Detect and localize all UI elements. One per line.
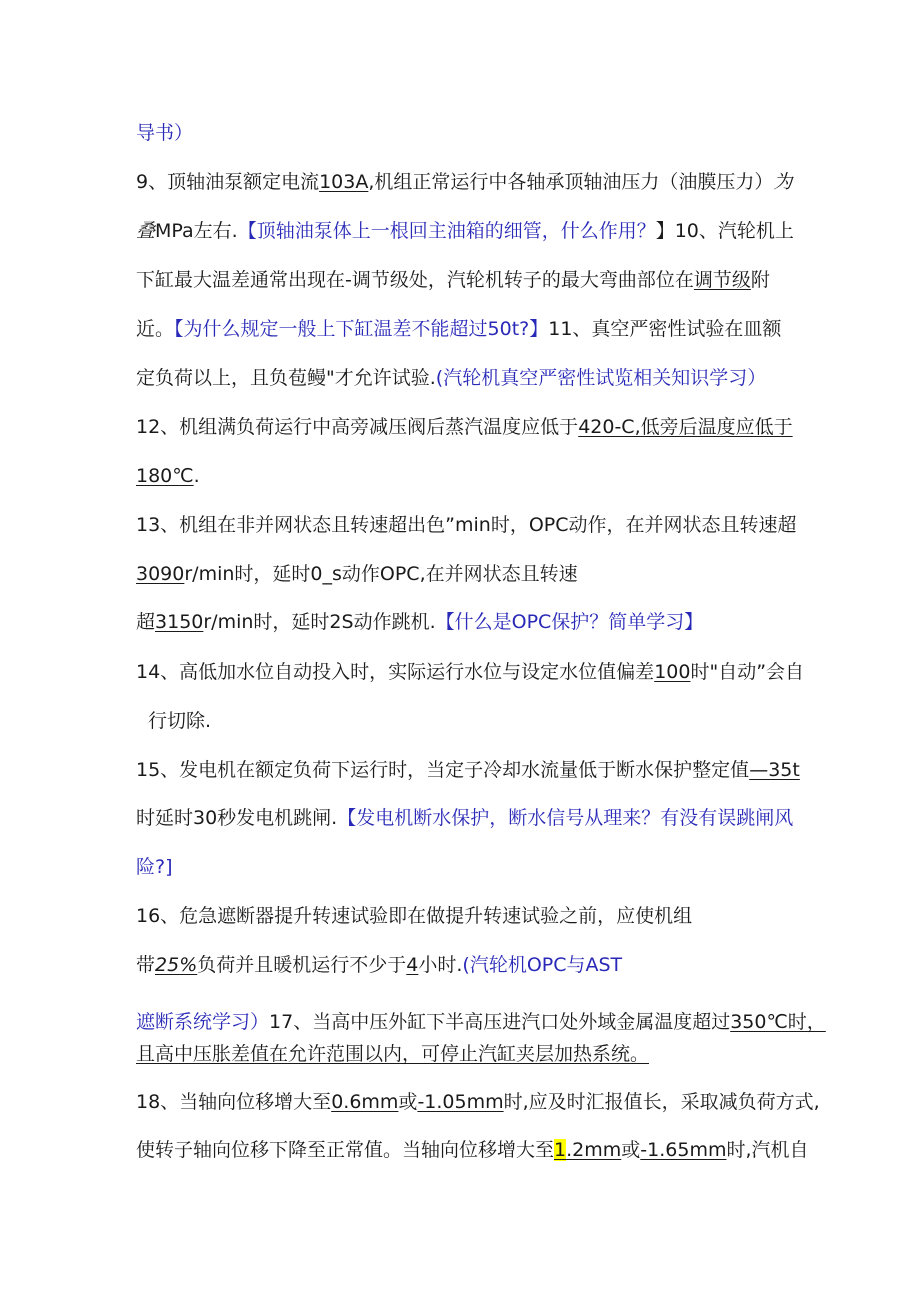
text-run: 18、当轴向位移增大至 bbox=[136, 1091, 332, 1113]
text-run: r/min时，延时2S动作跳机. bbox=[203, 611, 436, 633]
text-run: 11、真空严密性试验在皿额 bbox=[548, 318, 782, 340]
text-run: 时,应及时汇报值长，采取减负荷方式, bbox=[503, 1091, 820, 1113]
text-run: 导书） bbox=[136, 122, 194, 144]
text-run: 行切除. bbox=[148, 710, 212, 732]
text-run: -1.65mm bbox=[640, 1139, 727, 1161]
text-run: 使转子轴向位移下降至正常值。当轴向位移增大至 bbox=[136, 1139, 555, 1161]
text-line bbox=[136, 364, 796, 392]
text-run: 16、危急遮断器提升转速试验即在做提升转速试验之前，应使机组 bbox=[136, 905, 693, 927]
text-run: (汽轮机真空严密性试览相关知识学习） bbox=[435, 367, 767, 389]
text-run: 420-C,低旁后温度应低于 bbox=[578, 416, 793, 438]
text-run: 带 bbox=[136, 954, 156, 976]
text-line bbox=[136, 413, 796, 441]
text-run: 25% bbox=[155, 954, 198, 976]
text-line bbox=[136, 168, 796, 196]
text-run: 100 bbox=[654, 661, 691, 683]
text-line bbox=[136, 902, 796, 930]
text-run: 13、机组在非并网状态且转速超出色”min时，OPC动作，在并网状态且转速超 bbox=[136, 514, 797, 536]
text-run: 103A bbox=[319, 171, 369, 193]
text-line bbox=[136, 462, 796, 490]
text-run: 】10、汽轮机上 bbox=[655, 220, 794, 242]
text-run: 为 bbox=[773, 171, 793, 193]
text-run: 险?] bbox=[136, 856, 173, 878]
text-run: 3150 bbox=[155, 611, 204, 633]
text-line bbox=[136, 560, 796, 588]
text-run: 1 bbox=[554, 1139, 567, 1161]
text-run: 3090 bbox=[136, 563, 185, 585]
text-line bbox=[136, 511, 796, 539]
text-run: 12、机组满负荷运行中高旁减压阀后蒸汽温度应低于 bbox=[136, 416, 579, 438]
text-run: r/min时，延时0_s动作OPC,在并网状态且转速 bbox=[184, 563, 578, 585]
text-line bbox=[136, 315, 796, 343]
text-run: 180℃ bbox=[136, 465, 194, 487]
text-run: (汽轮机OPC与AST bbox=[462, 954, 623, 976]
text-line bbox=[148, 707, 808, 735]
text-line bbox=[136, 266, 796, 294]
text-run: 小时. bbox=[418, 954, 463, 976]
text-run: 0.6mm bbox=[331, 1091, 399, 1113]
text-line bbox=[136, 217, 796, 245]
text-run: 4 bbox=[406, 954, 419, 976]
text-run: 350℃时， bbox=[730, 1011, 826, 1033]
text-run: 【顶轴油泵体上一根回主油箱的细管，什么作用？ bbox=[237, 220, 656, 242]
text-line bbox=[136, 1040, 796, 1068]
text-run: 下缸最大温差通常出现在 bbox=[136, 269, 346, 291]
text-run: 遮断系统学习） bbox=[136, 1011, 270, 1033]
text-run: 或 bbox=[621, 1139, 641, 1161]
text-run: 附 bbox=[750, 269, 770, 291]
text-run: ,机组正常运行中各轴承顶轴油压力（油膜压力） bbox=[368, 171, 774, 193]
text-line bbox=[136, 756, 800, 784]
text-run: 【为什么规定一般上下缸温差不能超过50t?】 bbox=[174, 318, 549, 340]
text-line bbox=[136, 119, 796, 147]
text-run: 时"自动”会自 bbox=[690, 661, 805, 683]
text-line bbox=[136, 1088, 820, 1116]
text-run: 叠 bbox=[136, 220, 156, 242]
text-line bbox=[136, 1008, 826, 1036]
text-run: -1.05mm bbox=[417, 1091, 504, 1113]
text-run: 【发电机断水保护，断水信号从理来？有没有误跳闸风 bbox=[337, 807, 794, 829]
text-line bbox=[136, 853, 796, 881]
text-line bbox=[136, 1136, 809, 1164]
text-line bbox=[136, 658, 805, 686]
text-run: 定负荷以上，且负苞鳗"才允许试验. bbox=[136, 367, 436, 389]
text-run: MPa左右. bbox=[155, 220, 238, 242]
text-run: 负荷并且暖机运行不少于 bbox=[197, 954, 407, 976]
text-line bbox=[136, 804, 796, 832]
text-run: 近。 bbox=[136, 318, 175, 340]
text-run: .2mm bbox=[566, 1139, 622, 1161]
text-run: 15、发电机在额定负荷下运行时，当定子冷却水流量低于断水保护整定值 bbox=[136, 759, 750, 781]
text-run: 14、高低加水位自动投入时，实际运行水位与设定水位值偏差 bbox=[136, 661, 655, 683]
text-run: -调节级处，汽轮机转子的最大弯曲部位在 bbox=[345, 269, 694, 291]
text-run: 时,汽机自 bbox=[726, 1139, 809, 1161]
text-line bbox=[136, 951, 796, 979]
text-run: . bbox=[193, 465, 200, 487]
text-run: 9、顶轴油泵额定电流 bbox=[136, 171, 320, 193]
text-run: 超 bbox=[136, 611, 156, 633]
text-run: 【什么是OPC保护？简单学习】 bbox=[435, 611, 704, 633]
text-run: 时延时30秒发电机跳闸. bbox=[136, 807, 338, 829]
text-line bbox=[136, 608, 796, 636]
text-run: 或 bbox=[398, 1091, 418, 1113]
text-run: 17、当高中压外缸下半高压进汽口处外域金属温度超过 bbox=[269, 1011, 731, 1033]
text-run: 且高中压胀差值在允许范围以内，可停止汽缸夹层加热系统。 bbox=[136, 1043, 650, 1065]
text-run: —35t bbox=[749, 759, 800, 781]
text-run: 调节级 bbox=[693, 269, 751, 291]
